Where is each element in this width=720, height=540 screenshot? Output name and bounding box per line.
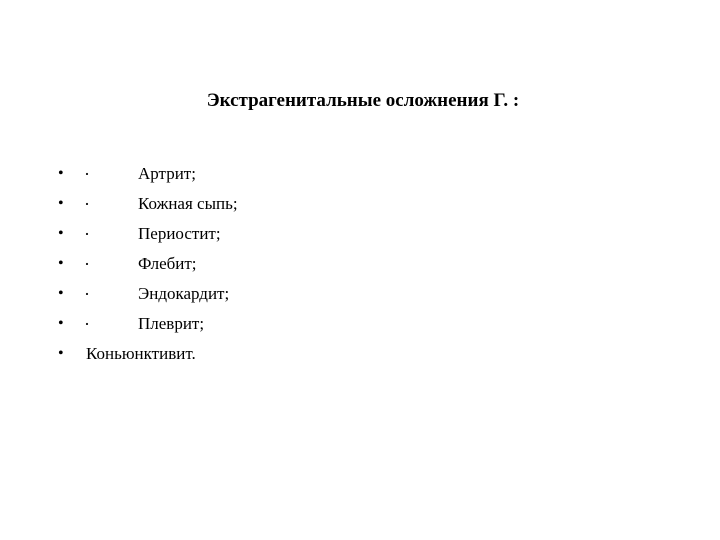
- sub-bullet-icon: ·: [84, 254, 90, 274]
- bullet-icon: •: [58, 195, 64, 212]
- bullet-icon: •: [58, 255, 64, 272]
- list-item-text: Флебит;: [138, 254, 197, 273]
- bullet-icon: •: [58, 345, 64, 362]
- sub-bullet-icon: ·: [84, 194, 90, 214]
- list-item-text: Кожная сыпь;: [138, 194, 238, 213]
- list-item-text: Эндокардит;: [138, 284, 230, 303]
- sub-bullet-icon: ·: [84, 224, 90, 244]
- list-item-text: Периостит;: [138, 224, 221, 243]
- bullet-icon: •: [58, 285, 64, 302]
- list-item-text: Артрит;: [138, 164, 196, 183]
- sub-bullet-icon: ·: [84, 164, 90, 184]
- bullet-icon: •: [58, 165, 64, 182]
- sub-bullet-icon: ·: [84, 284, 90, 304]
- bullet-icon: •: [58, 225, 64, 242]
- list-item-text: Плеврит;: [138, 314, 205, 333]
- bullet-icon: •: [58, 315, 64, 332]
- sub-bullet-icon: ·: [84, 314, 90, 334]
- slide-title: Экстрагенитальные осложнения Г. :: [206, 90, 520, 111]
- list-item-text: Коньюнктивит.: [86, 344, 196, 363]
